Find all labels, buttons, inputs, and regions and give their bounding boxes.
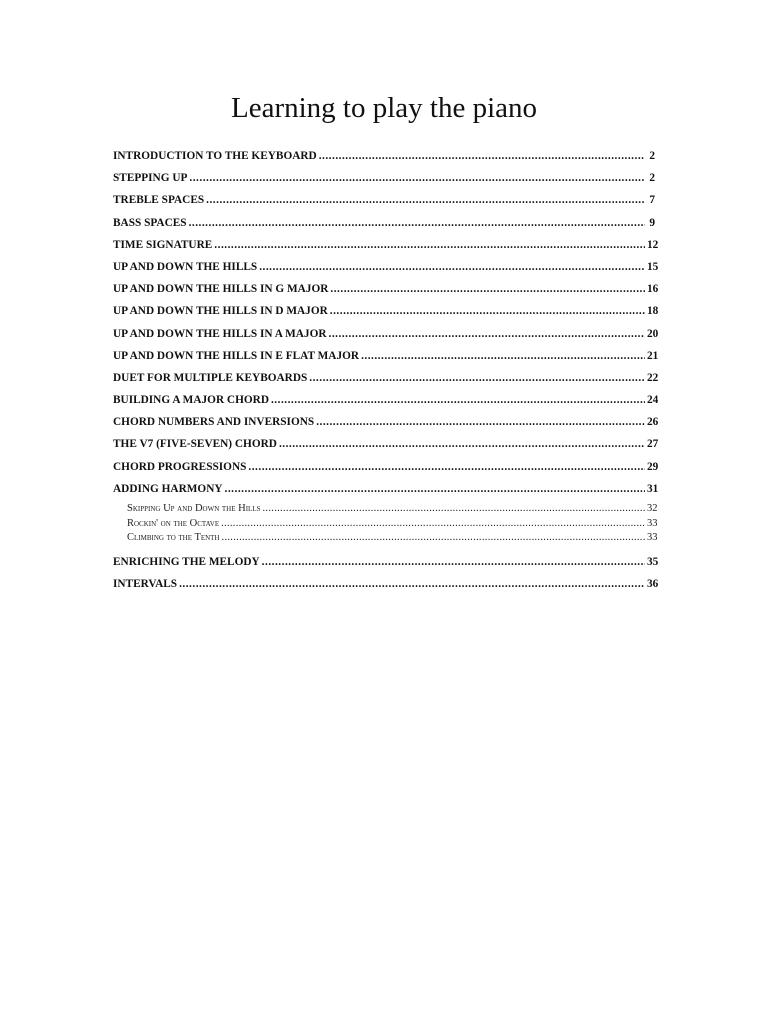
dot-leader [248,459,645,475]
toc-entry-page-number: 31 [647,482,659,495]
toc-subentry-label: Rockin' on the Octave [127,517,220,529]
dot-leader [206,192,645,208]
toc-subentry-rockin-on-the-octave[interactable] [113,517,658,532]
dot-leader [361,348,645,364]
toc-entry-v7-chord[interactable] [113,436,659,458]
toc-entry-page-number: 26 [647,416,659,429]
toc-entry-hills-g-major[interactable] [113,281,659,303]
dot-leader [330,303,645,319]
toc-entry-label: UP AND DOWN THE HILLS IN D MAJOR [113,305,328,318]
toc-entry-duet-for-multiple-keyboards[interactable] [113,370,659,392]
dot-leader [189,170,645,186]
toc-entry-label: DUET FOR MULTIPLE KEYBOARDS [113,371,308,384]
toc-entry-hills-a-major[interactable] [113,326,659,348]
dot-leader [271,392,645,408]
dot-leader [225,481,645,497]
toc-entry-hills-e-flat-major[interactable] [113,348,659,370]
toc-entry-introduction-to-the-keyboard[interactable] [113,148,655,170]
toc-entry-chord-progressions[interactable] [113,459,659,481]
toc-entry-enriching-the-melody[interactable] [113,554,659,576]
toc-entry-label: UP AND DOWN THE HILLS IN G MAJOR [113,283,329,296]
toc-entry-label: THE V7 (FIVE-SEVEN) CHORD [113,438,277,451]
toc-entry-hills-d-major[interactable] [113,303,659,325]
dot-leader [330,281,645,297]
toc-subentry-skipping-up-and-down[interactable] [113,502,658,517]
toc-entry-page-number: 24 [647,394,659,407]
toc-entry-intervals[interactable] [113,576,659,598]
toc-entry-label: UP AND DOWN THE HILLS [113,260,258,273]
toc-subentry-label: Skipping Up and Down the Hills [127,503,261,514]
toc-entry-page-number: 16 [647,283,659,296]
toc-entry-label: CHORD PROGRESSIONS [113,460,247,473]
toc-entry-building-a-major-chord[interactable] [113,392,659,414]
toc-subentry-label: Climbing to the Tenth [127,532,220,544]
toc-entry-treble-spaces[interactable] [113,192,655,214]
toc-entry-page-number: 2 [649,150,655,162]
dot-leader [222,531,645,545]
toc-entry-stepping-up[interactable] [113,170,655,192]
toc-entry-adding-harmony[interactable] [113,481,659,503]
toc-entry-page-number: 27 [647,438,659,451]
dot-leader [259,259,645,275]
toc-entry-label: UP AND DOWN THE HILLS IN E FLAT MAJOR [113,349,360,362]
toc-subentry-page-number: 33 [647,532,658,544]
toc-entry-page-number: 35 [647,556,659,569]
toc-entry-page-number: 12 [647,238,659,251]
toc-entry-label: CHORD NUMBERS AND INVERSIONS [113,416,315,429]
toc-entry-page-number: 9 [649,216,655,229]
dot-leader [179,576,645,592]
toc-entry-page-number: 7 [649,194,655,207]
toc-entry-page-number: 22 [647,371,659,384]
toc-entry-label: BUILDING A MAJOR CHORD [113,394,269,407]
dot-leader [279,436,645,452]
toc-entry-page-number: 15 [647,260,659,273]
toc-entry-page-number: 20 [647,327,659,340]
toc-subentry-page-number: 32 [647,503,658,514]
dot-leader [263,502,646,516]
dot-leader [262,554,645,570]
toc-subentry-page-number: 33 [647,517,658,529]
toc-entry-label: ADDING HARMONY [113,482,223,495]
toc-entry-label: BASS SPACES [113,216,187,229]
toc-entry-up-and-down-the-hills[interactable] [113,259,659,281]
toc-entry-chord-numbers-and-inversions[interactable] [113,414,659,436]
toc-entry-page-number: 29 [647,460,659,473]
dot-leader [309,370,645,386]
toc-entry-time-signature[interactable] [113,237,659,259]
toc-entry-label: INTERVALS [113,578,178,591]
dot-leader [319,148,645,164]
toc-entry-label: ENRICHING THE MELODY [113,556,260,569]
toc-entry-label: TREBLE SPACES [113,194,205,207]
dot-leader [221,517,645,531]
toc-entry-page-number: 21 [647,349,659,362]
toc-subentry-climbing-to-the-tenth[interactable] [113,531,658,546]
document-title: Learning to play the piano [230,92,537,124]
toc-entry-bass-spaces[interactable] [113,215,655,237]
toc-entry-label: INTRODUCTION TO THE KEYBOARD [113,150,317,162]
dot-leader [329,326,645,342]
toc-entry-page-number: 18 [647,305,659,318]
toc-entry-label: STEPPING UP [113,172,188,185]
toc-entry-page-number: 2 [649,172,655,185]
dot-leader [189,215,645,231]
dot-leader [316,414,645,430]
toc-entry-label: UP AND DOWN THE HILLS IN A MAJOR [113,327,327,340]
dot-leader [214,237,645,253]
table-of-contents [113,148,659,598]
toc-entry-label: TIME SIGNATURE [113,238,213,251]
toc-entry-page-number: 36 [647,578,659,591]
